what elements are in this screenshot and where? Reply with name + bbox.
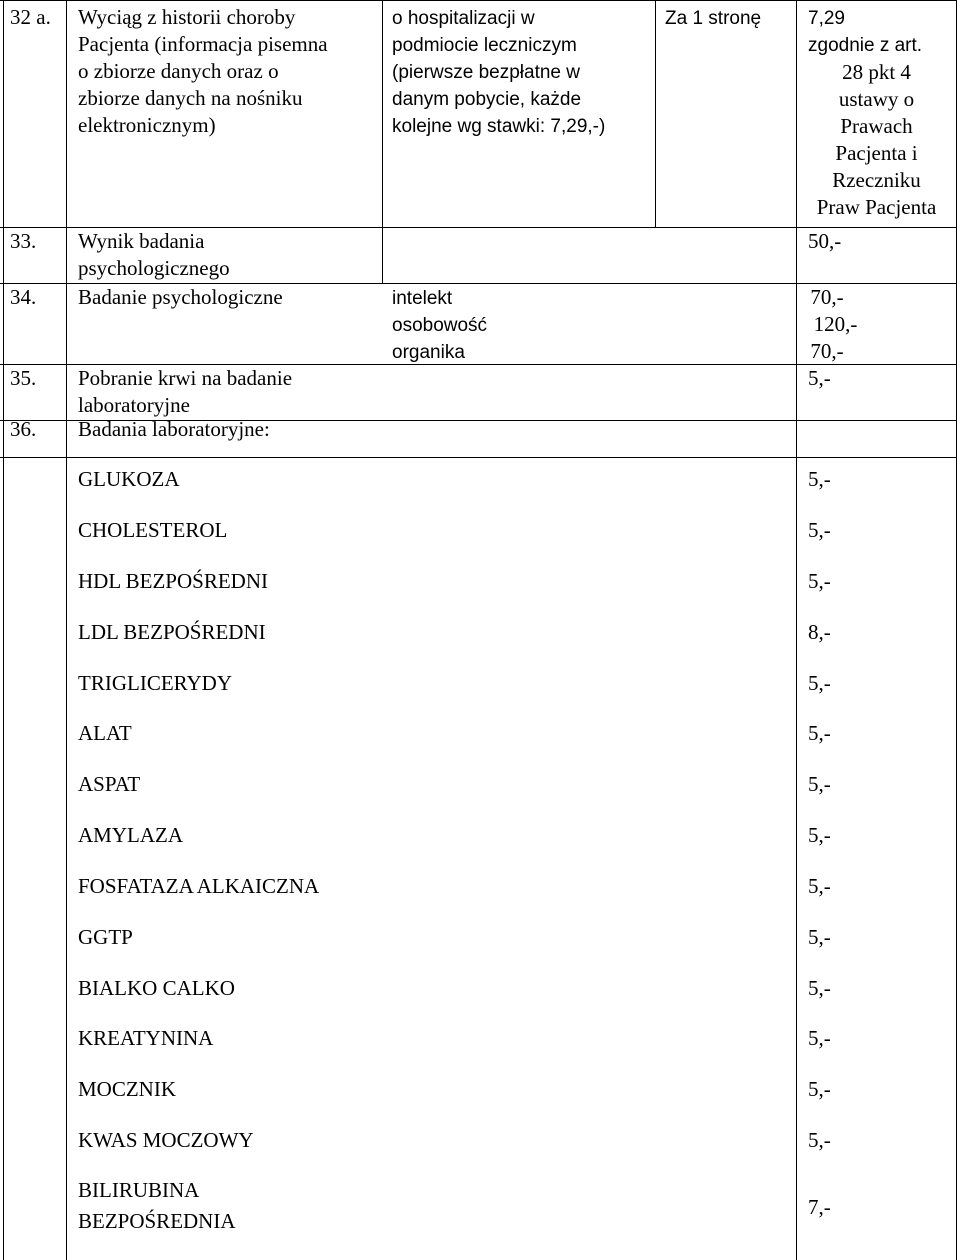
column-divider (655, 0, 656, 227)
lab-test-price: 5,- (808, 671, 831, 695)
lab-test-price: 5,- (808, 1026, 831, 1050)
row-number: 35. (10, 366, 37, 390)
lab-test-name: MOCZNIK (78, 1077, 176, 1101)
row-name-line: psychologicznego (78, 256, 230, 280)
column-divider (66, 0, 67, 1260)
row-price-note: Prawach (840, 114, 913, 138)
row-price-note: Pacjenta i (835, 141, 918, 165)
row-price-note: 28 pkt 4 (842, 60, 911, 84)
lab-test-name-line: BEZPOŚREDNIA (78, 1209, 236, 1233)
row-note-line: danym pobycie, każde (392, 89, 582, 110)
lab-test-name: AMYLAZA (78, 823, 183, 847)
lab-test-name: HDL BEZPOŚREDNI (78, 569, 268, 593)
lab-test-price: 5,- (808, 1077, 831, 1101)
row-price-note: Rzeczniku (832, 168, 921, 192)
lab-test-name: TRIGLICERYDY (78, 671, 232, 695)
lab-test-name: KWAS MOCZOWY (78, 1128, 254, 1152)
table-border-left (3, 0, 4, 1260)
lab-test-price: 5,- (808, 772, 831, 796)
lab-test-price: 5,- (808, 874, 831, 898)
row-number: 34. (10, 285, 37, 309)
row-name-line: Pacjenta (informacja pisemna (78, 32, 328, 56)
row-name-line: o zbiorze danych oraz o (78, 59, 279, 83)
lab-test-price: 7,- (808, 1195, 831, 1219)
lab-test-name: LDL BEZPOŚREDNI (78, 620, 266, 644)
lab-test-price: 5,- (808, 925, 831, 949)
row-price-note: ustawy o (838, 87, 915, 111)
row-number: 33. (10, 229, 37, 253)
row-number: 32 a. (10, 5, 51, 29)
lab-test-price: 5,- (808, 518, 831, 542)
lab-test-price: 5,- (808, 976, 831, 1000)
row-note-line: (pierwsze bezpłatne w (392, 62, 580, 83)
lab-test-name: ALAT (78, 721, 132, 745)
lab-test-name-line: BILIRUBINA (78, 1178, 200, 1202)
lab-test-name: CHOLESTEROL (78, 518, 228, 542)
row-name-line: laboratoryjne (78, 393, 190, 417)
column-divider (382, 0, 383, 283)
table-border-top (0, 0, 957, 1)
table-border-right (956, 0, 957, 1260)
row-name: Badania laboratoryjne: (78, 417, 270, 441)
row-price: 120,- (813, 312, 858, 336)
lab-test-name: GGTP (78, 925, 133, 949)
row-variant: organika (392, 342, 465, 363)
lab-test-price: 5,- (808, 721, 831, 745)
row-price: 70,- (810, 285, 844, 309)
row-name-line: elektronicznym) (78, 113, 216, 137)
row-name-line: Wyciąg z historii choroby (78, 5, 296, 29)
row-name-line: zbiorze danych na nośniku (78, 86, 303, 110)
row-note-line: o hospitalizacji w (392, 8, 535, 29)
row-note-line: kolejne wg stawki: 7,29,-) (392, 116, 606, 137)
lab-test-name: GLUKOZA (78, 467, 180, 491)
row-name: Badanie psychologiczne (78, 285, 283, 309)
row-number: 36. (10, 417, 37, 441)
row-variant: osobowość (392, 315, 488, 336)
row-price: 5,- (808, 366, 831, 390)
lab-test-price: 8,- (808, 620, 831, 644)
row-price: 50,- (808, 229, 842, 253)
lab-test-price: 5,- (808, 467, 831, 491)
row-name-line: Wynik badania (78, 229, 205, 253)
lab-test-name: BIALKO CALKO (78, 976, 235, 1000)
lab-test-name: KREATYNINA (78, 1026, 214, 1050)
row-unit: Za 1 stronę (665, 8, 762, 29)
row-variant: intelekt (392, 288, 453, 309)
lab-test-name: FOSFATAZA ALKAICZNA (78, 874, 320, 898)
lab-test-price: 5,- (808, 569, 831, 593)
row-note-line: podmiocie leczniczym (392, 35, 577, 56)
row-name-line: Pobranie krwi na badanie (78, 366, 293, 390)
row-price-note: zgodnie z art. (808, 35, 923, 56)
lab-test-price: 5,- (808, 1128, 831, 1152)
row-divider (0, 457, 957, 458)
row-price-note: Praw Pacjenta (816, 195, 937, 219)
row-price: 7,29 (808, 8, 845, 29)
lab-test-price: 5,- (808, 823, 831, 847)
row-price: 70,- (810, 339, 844, 363)
lab-test-name: ASPAT (78, 772, 141, 796)
